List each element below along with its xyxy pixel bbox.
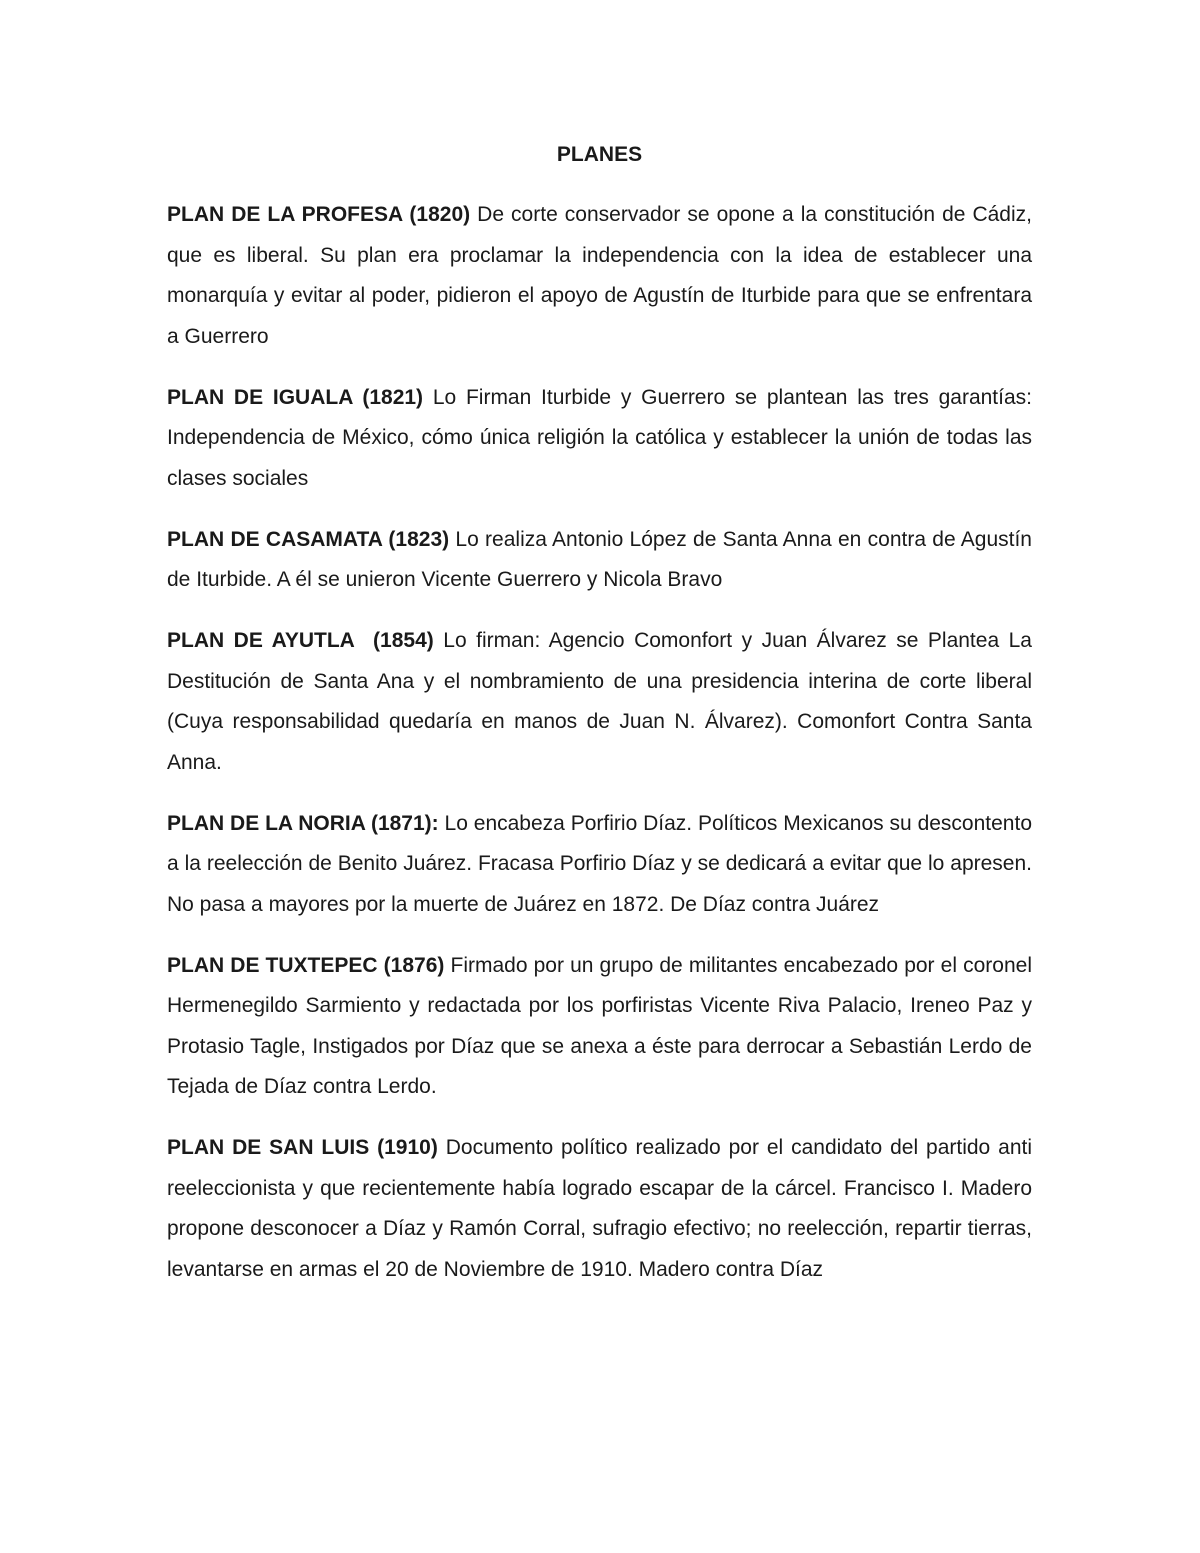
- plan-heading: PLAN DE AYUTLA (1854): [167, 629, 434, 652]
- plan-heading: PLAN DE SAN LUIS (1910): [167, 1136, 438, 1159]
- plan-description: Documento político realizado por el candidato del partido anti reeleccionista y que recientemente había logrado escapar de la cárcel. Francisco I. Madero propone desconocer a Díaz y Ramón Corral, sufragio efectivo; no reelección, repartir tierras, levantarse en armas el 20 de Noviembre de 1910. Madero contra Díaz: [167, 1136, 1032, 1281]
- document-title: PLANES: [556, 143, 643, 166]
- plan-paragraph-noria: [167, 804, 1032, 926]
- plan-heading: PLAN DE IGUALA (1821): [167, 385, 424, 409]
- plan-heading: PLAN DE LA NORIA (1871):: [167, 811, 439, 835]
- plan-heading: PLAN DE TUXTEPEC (1876): [167, 953, 445, 977]
- plan-description: Lo Firman Iturbide y Guerrero se plantean las tres garantías: Independencia de México, cómo única religión la católica y establecer la unión de todas las clases sociales: [167, 385, 1032, 490]
- plan-heading: PLAN DE CASAMATA (1823): [167, 527, 450, 551]
- plan-paragraph-casamata: [167, 520, 1032, 601]
- plan-description: Lo encabeza Porfirio Díaz. Políticos Mexicanos su descontento a la reelección de Benito Juárez. Fracasa Porfirio Díaz y se dedicará a evitar que lo apresen. No pasa a mayores por la muerte de Juárez en 1872. De Díaz contra Juárez: [167, 811, 1032, 916]
- plan-description: Lo realiza Antonio López de Santa Anna en contra de Agustín de Iturbide. A él se unieron Vicente Guerrero y Nicola Bravo: [167, 527, 1032, 591]
- plan-paragraph-san-luis: [167, 1128, 1032, 1290]
- plan-paragraph-ayutla: [167, 621, 1032, 783]
- plan-description: Lo firman: Agencio Comonfort y Juan Álvarez se Plantea La Destitución de Santa Ana y el nombramiento de una presidencia interina de corte liberal (Cuya responsabilidad quedaría en manos de Juan N. Álvarez). Comonfort Contra Santa Anna.: [167, 629, 1032, 774]
- plan-paragraph-profesa: [167, 195, 1032, 357]
- plan-paragraph-iguala: [167, 378, 1032, 500]
- plan-paragraph-tuxtepec: [167, 946, 1032, 1108]
- plan-description: Firmado por un grupo de militantes encabezado por el coronel Hermenegildo Sarmiento y redactada por los porfiristas Vicente Riva Palacio, Ireneo Paz y Protasio Tagle, Instigados por Díaz que se anexa a éste para derrocar a Sebastián Lerdo de Tejada de Díaz contra Lerdo.: [167, 953, 1032, 1098]
- plan-heading: PLAN DE LA PROFESA (1820): [167, 203, 471, 226]
- plan-description: De corte conservador se opone a la constitución de Cádiz, que es liberal. Su plan era proclamar la independencia con la idea de establecer una monarquía y evitar al poder, pidieron el apoyo de Agustín de Iturbide para que se enfrentara a Guerrero: [167, 203, 1032, 348]
